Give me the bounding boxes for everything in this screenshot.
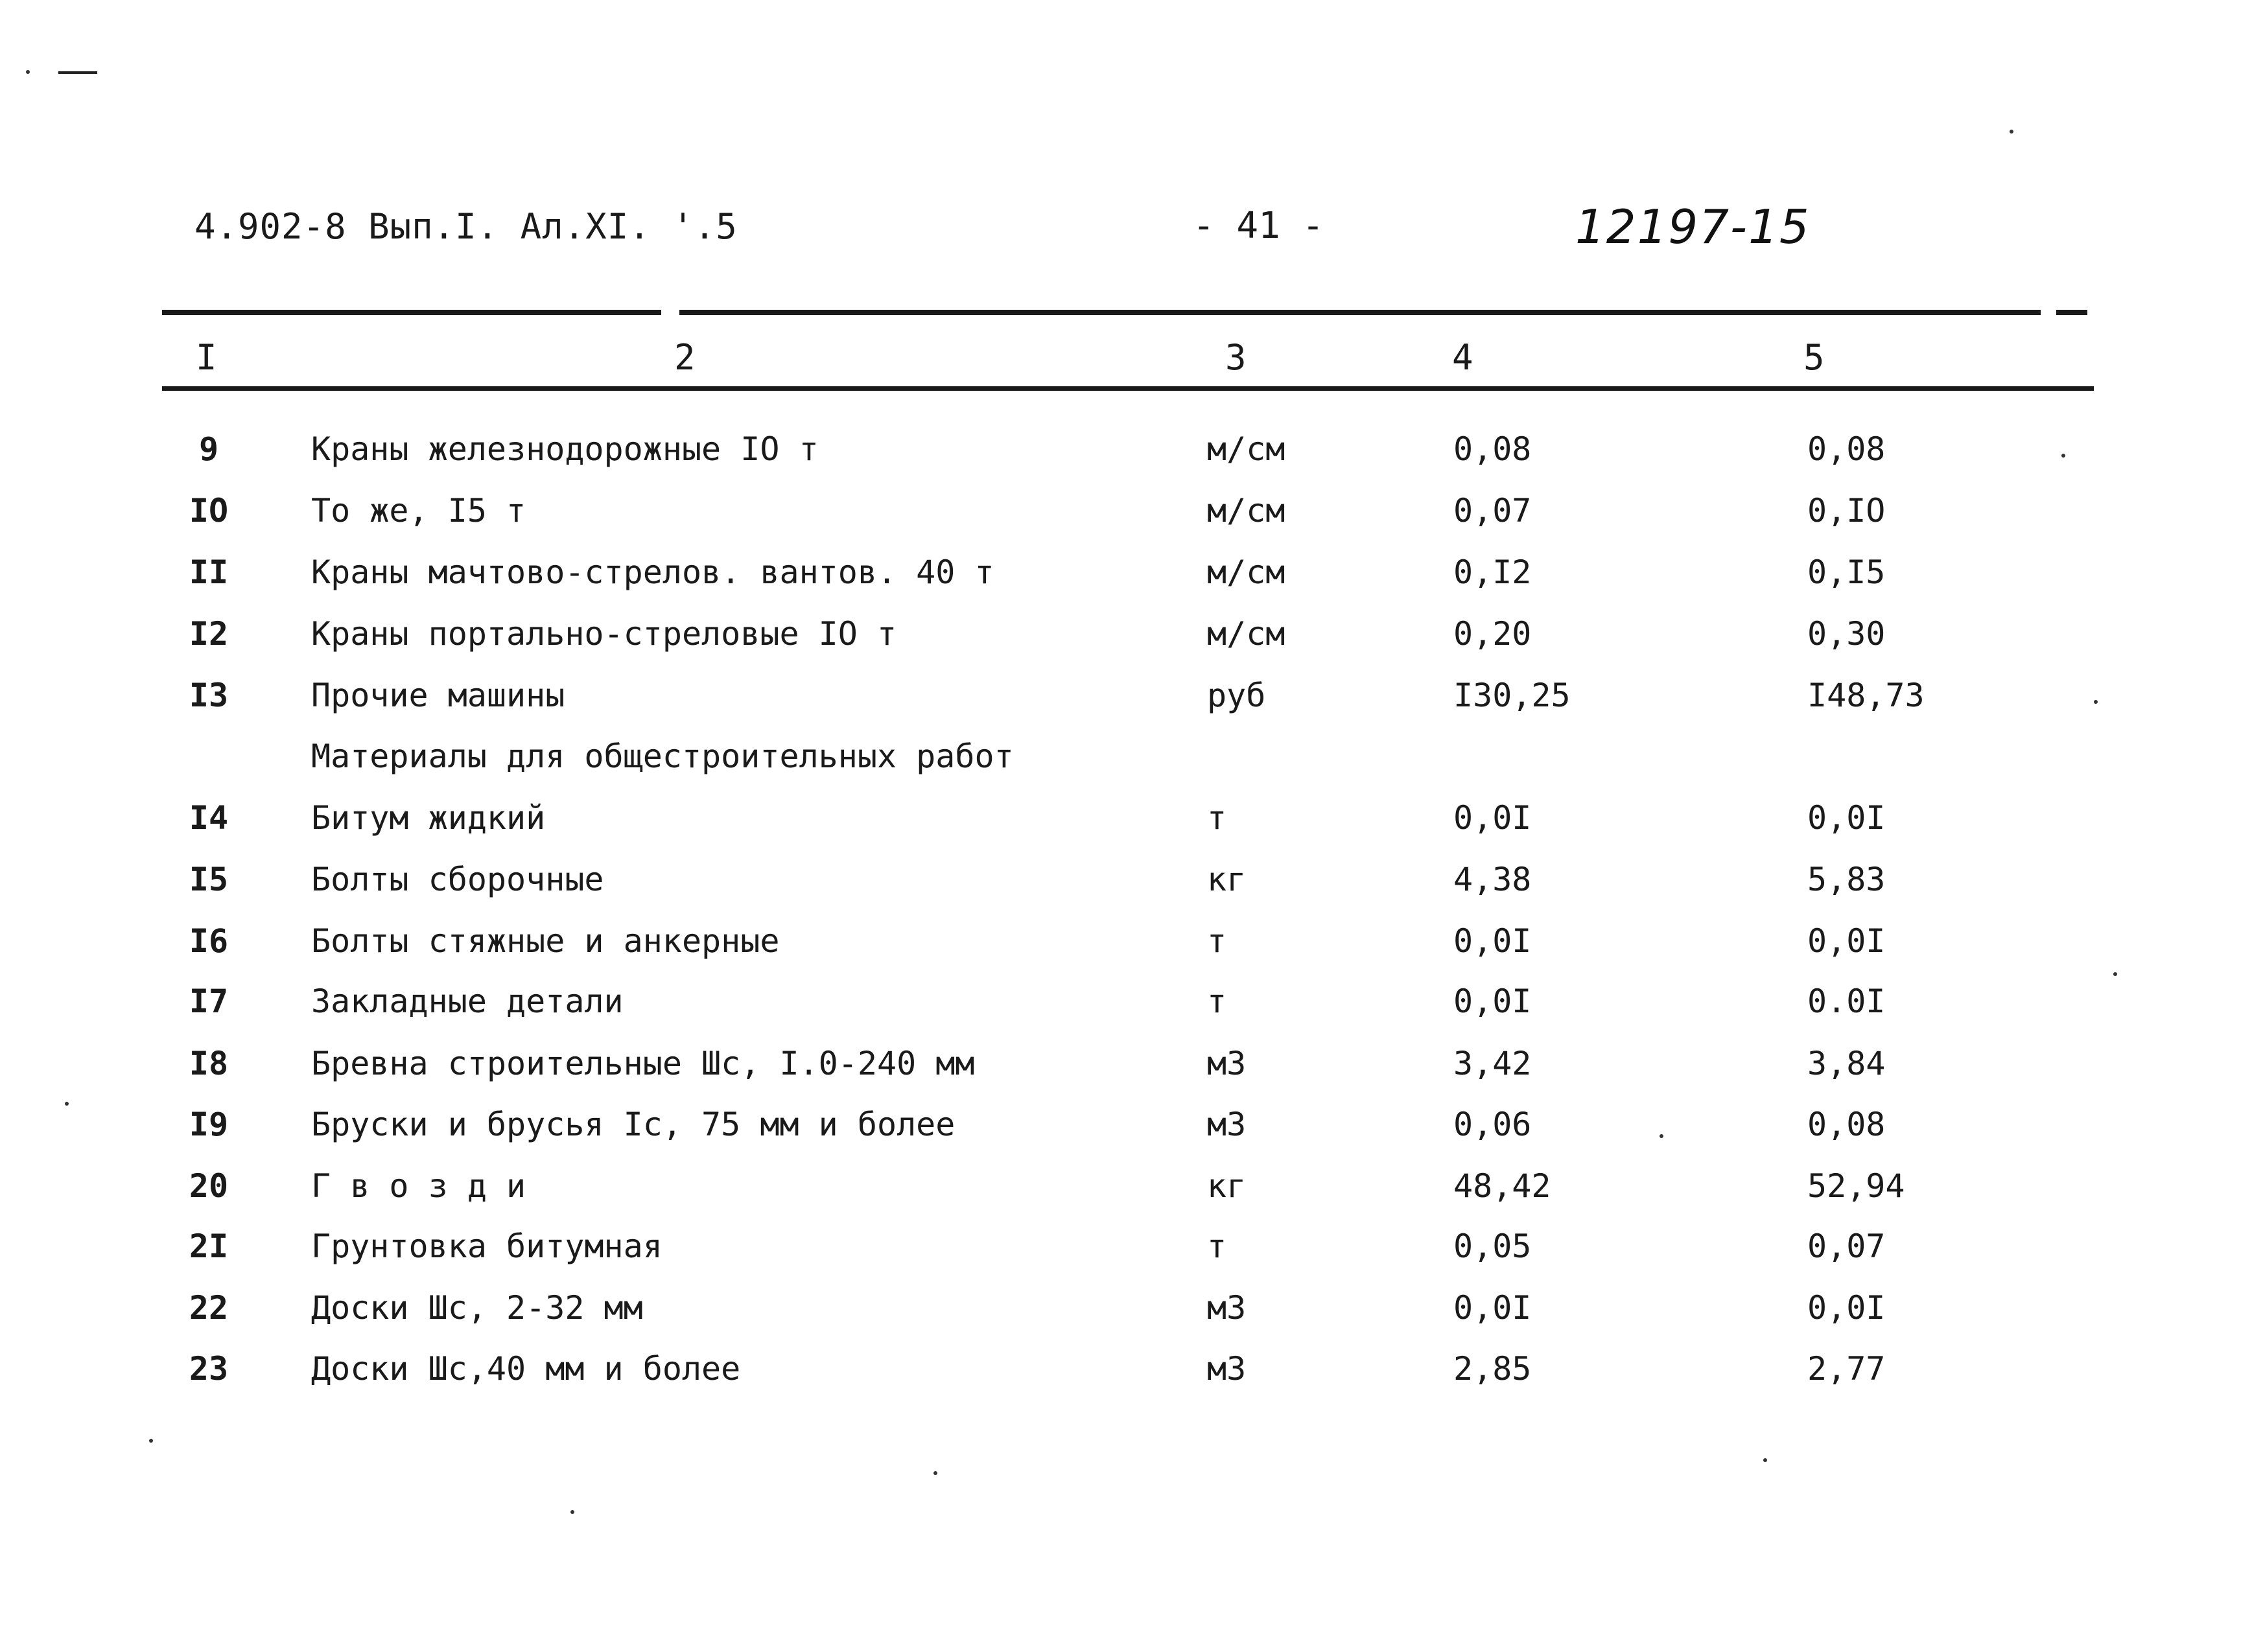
row-number: I5 [189, 861, 229, 898]
scan-speck [1763, 1458, 1767, 1462]
row-value-col4: 48,42 [1453, 1167, 1551, 1205]
row-value-col4: 0,0I [1453, 922, 1532, 960]
row-value-col5: 0,0I [1807, 922, 1886, 960]
row-value-col5: 2,77 [1807, 1350, 1886, 1388]
row-number: 22 [189, 1289, 229, 1327]
table-row [0, 1157, 2252, 1215]
row-value-col5: 0,08 [1807, 430, 1886, 468]
row-number: 2I [189, 1227, 229, 1265]
table-row [0, 482, 2252, 540]
table-row [0, 1034, 2252, 1093]
row-name: Бревна строительные Шс, I.0-240 мм [311, 1045, 975, 1082]
row-value-col4: 0,20 [1453, 615, 1532, 653]
row-name: Грунтовка битумная [311, 1227, 663, 1265]
row-unit: т [1207, 983, 1227, 1020]
row-value-col4: 0,0I [1453, 1289, 1532, 1327]
scan-speck [26, 70, 30, 74]
row-number: IO [189, 492, 229, 529]
row-name: Болты сборочные [311, 861, 604, 898]
row-unit: м/см [1207, 430, 1285, 468]
row-name: Г в о з д и [311, 1167, 526, 1205]
row-name: Краны мачтово-стрелов. вантов. 40 т [311, 553, 994, 591]
row-value-col4: 4,38 [1453, 861, 1532, 898]
table-row [0, 543, 2252, 601]
row-unit: м/см [1207, 492, 1285, 529]
table-row [0, 1217, 2252, 1275]
row-number: I6 [189, 922, 229, 960]
row-name: Бруски и брусья Iс, 75 мм и более [311, 1106, 956, 1143]
row-number: I4 [189, 799, 229, 837]
row-value-col5: 0,30 [1807, 615, 1886, 653]
row-name: Болты стяжные и анкерные [311, 922, 780, 960]
page-number: - 41 - [1193, 205, 1324, 247]
row-value-col4: I30,25 [1453, 677, 1571, 714]
row-unit: руб [1207, 677, 1266, 714]
section-heading: Материалы для общестроительных работ [311, 738, 1014, 775]
row-unit: м3 [1207, 1045, 1247, 1082]
row-value-col4: 0,0I [1453, 799, 1532, 837]
row-unit: т [1207, 799, 1227, 837]
row-name: То же, I5 т [311, 492, 526, 529]
column-header-4: 4 [1452, 337, 1473, 378]
row-number: 20 [189, 1167, 229, 1205]
scan-speck [1660, 1134, 1663, 1138]
row-number: I3 [189, 677, 229, 714]
row-value-col4: 0,0I [1453, 983, 1532, 1020]
row-unit: м3 [1207, 1106, 1247, 1143]
row-unit: т [1207, 922, 1227, 960]
scan-speck [2094, 700, 2098, 704]
row-value-col5: I48,73 [1807, 677, 1925, 714]
row-unit: кг [1207, 1167, 1247, 1205]
row-name: Закладные детали [311, 983, 624, 1020]
handwritten-code: 12197-15 [1575, 200, 1811, 254]
row-value-col5: 0,07 [1807, 1227, 1886, 1265]
row-value-col5: 3,84 [1807, 1045, 1886, 1082]
scan-speck [2113, 972, 2117, 976]
row-name: Битум жидкий [311, 799, 546, 837]
row-value-col4: 0,I2 [1453, 553, 1532, 591]
row-value-col5: 0,IO [1807, 492, 1886, 529]
scan-speck [570, 1510, 574, 1514]
table-row [0, 789, 2252, 847]
row-unit: м3 [1207, 1289, 1247, 1327]
row-unit: м/см [1207, 615, 1285, 653]
document-code: 4.902-8 Вып.I. Ал.XI. '.5 [194, 206, 738, 247]
row-number: I7 [189, 983, 229, 1020]
row-number: I2 [189, 615, 229, 653]
row-name: Краны железнодорожные IO т [311, 430, 819, 468]
row-name: Краны портально-стреловые IO т [311, 615, 897, 653]
row-value-col4: 0,08 [1453, 430, 1532, 468]
row-number: II [189, 553, 229, 591]
row-name: Прочие машины [311, 677, 565, 714]
row-value-col5: 0,0I [1807, 799, 1886, 837]
scan-speck [2061, 454, 2065, 458]
table-row [0, 1340, 2252, 1398]
row-value-col4: 2,85 [1453, 1350, 1532, 1388]
row-number: 9 [198, 430, 219, 468]
table-row [0, 850, 2252, 909]
table-row [0, 912, 2252, 970]
table-top-rule [162, 310, 661, 315]
scan-speck [933, 1471, 937, 1475]
section-heading-row [0, 727, 2252, 785]
table-row [0, 1279, 2252, 1337]
row-unit: м3 [1207, 1350, 1247, 1388]
table-row [0, 420, 2252, 478]
scan-speck [149, 1439, 153, 1443]
scan-speck [65, 1102, 69, 1106]
row-number: I9 [189, 1106, 229, 1143]
table-row [0, 605, 2252, 663]
table-row [0, 972, 2252, 1030]
column-header-5: 5 [1803, 337, 1825, 378]
table-row [0, 1095, 2252, 1154]
table-row [0, 666, 2252, 725]
row-name: Доски Шс,40 мм и более [311, 1350, 741, 1388]
row-value-col5: 5,83 [1807, 861, 1886, 898]
row-unit: кг [1207, 861, 1247, 898]
row-value-col4: 3,42 [1453, 1045, 1532, 1082]
column-header-3: 3 [1225, 337, 1247, 378]
column-header-2: 2 [674, 337, 696, 378]
row-value-col5: 0,0I [1807, 1289, 1886, 1327]
table-top-rule [2056, 310, 2087, 315]
row-value-col4: 0,07 [1453, 492, 1532, 529]
row-value-col5: 0.0I [1807, 983, 1886, 1020]
column-header-1: I [196, 337, 217, 378]
row-value-col5: 52,94 [1807, 1167, 1905, 1205]
row-value-col4: 0,05 [1453, 1227, 1532, 1265]
row-number: I8 [189, 1045, 229, 1082]
row-value-col5: 0,08 [1807, 1106, 1886, 1143]
row-value-col5: 0,I5 [1807, 553, 1886, 591]
table-top-rule [679, 310, 2041, 315]
row-number: 23 [189, 1350, 229, 1388]
scan-speck [2010, 130, 2013, 134]
row-unit: м/см [1207, 553, 1285, 591]
table-header-rule [162, 386, 2094, 391]
row-unit: т [1207, 1227, 1227, 1265]
row-name: Доски Шс, 2-32 мм [311, 1289, 643, 1327]
row-value-col4: 0,06 [1453, 1106, 1532, 1143]
scan-mark [58, 71, 97, 74]
